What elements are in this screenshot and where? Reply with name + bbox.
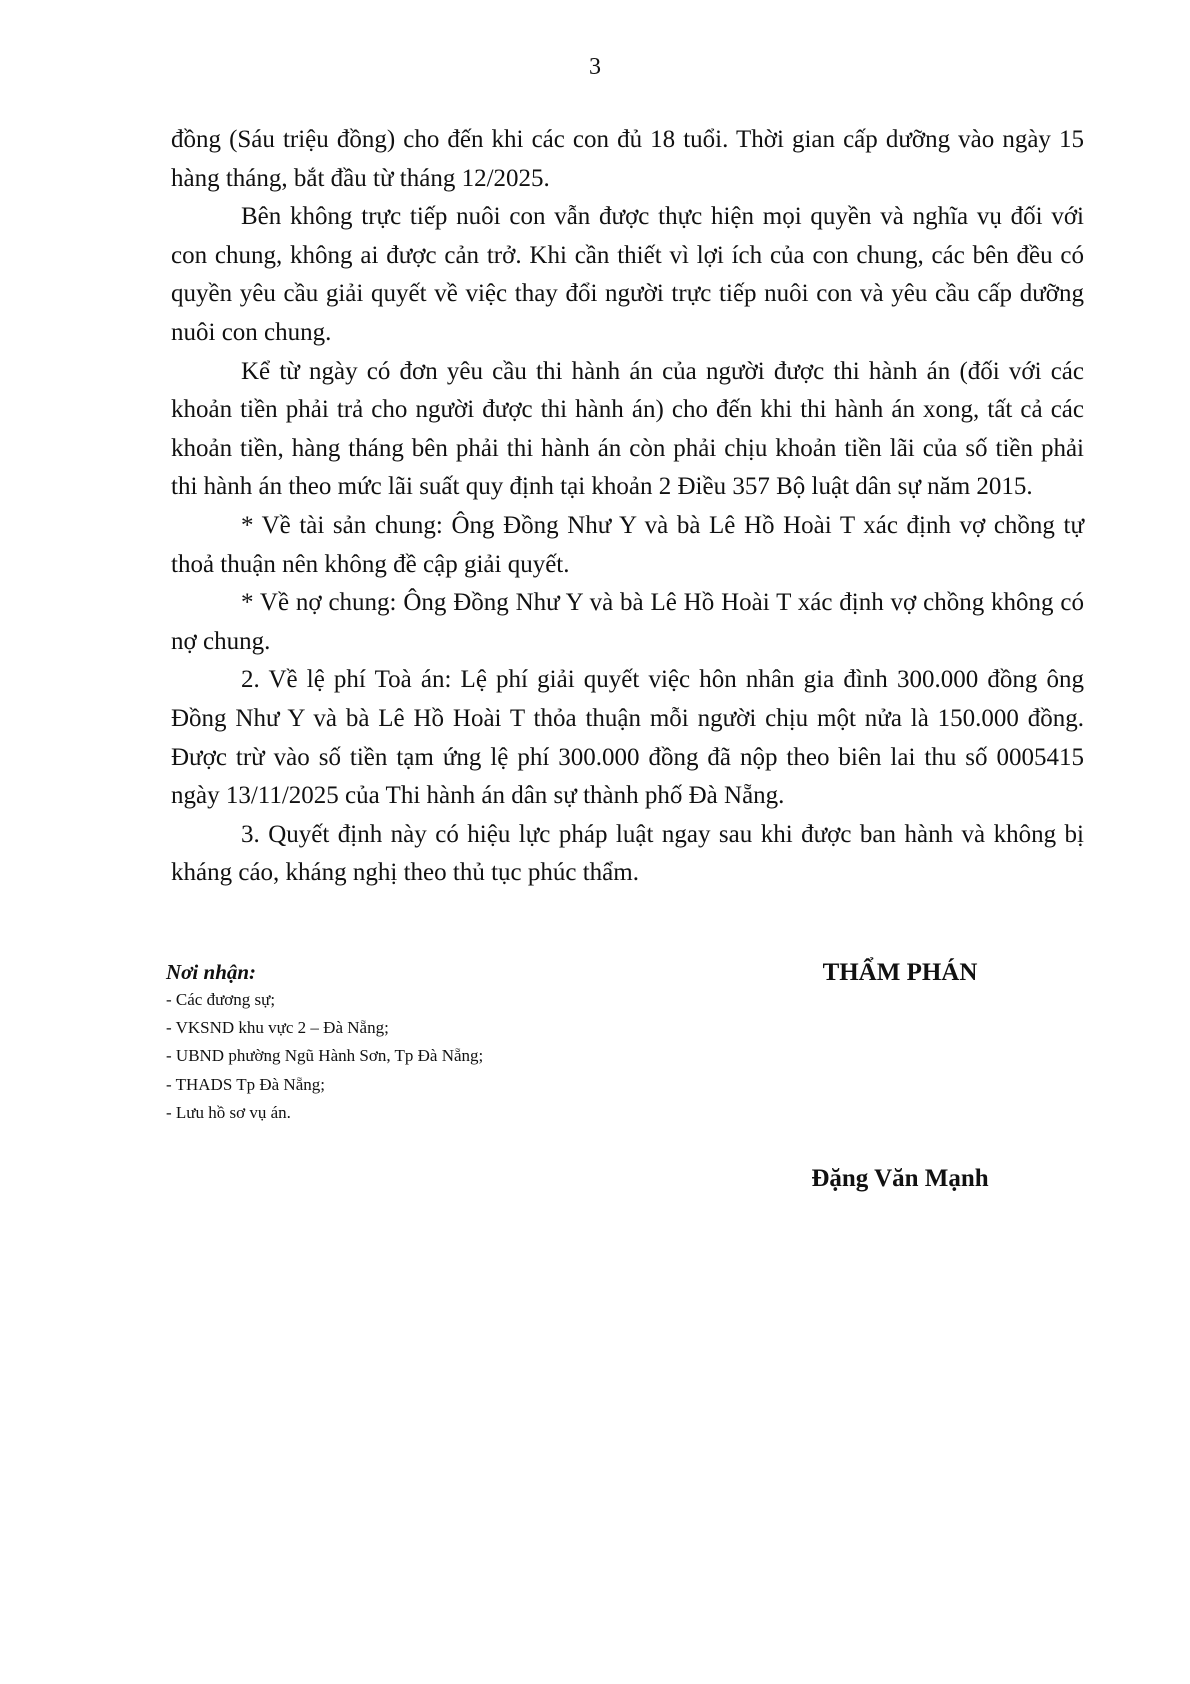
- recipients-block: [166, 958, 726, 1127]
- recipients-title: Nơi nhận:: [166, 960, 257, 984]
- signer-name: Đặng Văn Mạnh: [811, 1165, 989, 1192]
- paragraph-common-property: * Về tài sản chung: Ông Đồng Như Y và bà Lê Hồ Hoài T xác định vợ chồng tự thoả thuận nên không đề cập giải quyết.: [171, 511, 1084, 578]
- recipient-item: - THADS Tp Đà Nẵng;: [166, 1074, 325, 1094]
- paragraph-child-support: đồng (Sáu triệu đồng) cho đến khi các con đủ 18 tuổi. Thời gian cấp dưỡng vào ngày 15 hàng tháng, bắt đầu từ tháng 12/2025.: [171, 126, 1084, 192]
- recipient-item: - UBND phường Ngũ Hành Sơn, Tp Đà Nẵng;: [166, 1046, 484, 1066]
- signer-title: THẨM PHÁN: [822, 959, 978, 986]
- paragraph-parental-rights: Bên không trực tiếp nuôi con vẫn được thực hiện mọi quyền và nghĩa vụ đối với con chung, không ai được cản trở. Khi cần thiết vì lợi ích của con chung, các bên đều có quyền yêu cầu giải quyết về việc thay đổi người trực tiếp nuôi con và yêu cầu cấp dưỡng nuôi con chung.: [171, 203, 1084, 346]
- recipient-item: - Các đương sự;: [166, 990, 276, 1009]
- recipient-item: - Lưu hồ sơ vụ án.: [166, 1102, 291, 1122]
- paragraph-effectiveness: 3. Quyết định này có hiệu lực pháp luật ngay sau khi được ban hành và không bị kháng cáo, kháng nghị theo thủ tục phúc thẩm.: [171, 820, 1084, 887]
- paragraph-court-fee: 2. Về lệ phí Toà án: Lệ phí giải quyết việc hôn nhân gia đình 300.000 đồng ông Đồng Như Y và bà Lê Hồ Hoài T thỏa thuận mỗi người chịu một nửa là 150.000 đồng. Được trừ vào số tiền tạm ứng lệ phí 300.000 đồng đã nộp theo biên lai thu số 0005415 ngày 13/11/2025 của Thi hành án dân sự thành phố Đà Nẵng.: [171, 666, 1084, 810]
- paragraph-common-debt: * Về nợ chung: Ông Đồng Như Y và bà Lê Hồ Hoài T xác định vợ chồng không có nợ chung.: [171, 589, 1084, 655]
- recipient-item: - VKSND khu vực 2 – Đà Nẵng;: [166, 1018, 389, 1038]
- page-number: 3: [589, 54, 601, 80]
- decision-body: [171, 121, 1084, 893]
- paragraph-interest: Kể từ ngày có đơn yêu cầu thi hành án của người được thi hành án (đối với các khoản tiền phải trả cho người được thi hành án) cho đến khi thi hành án xong, tất cả các khoản tiền, hàng tháng bên phải thi hành án còn phải chịu khoản tiền lãi của số tiền phải thi hành án theo mức lãi suất quy định tại khoản 2 Điều 357 Bộ luật dân sự năm 2015.: [171, 357, 1084, 501]
